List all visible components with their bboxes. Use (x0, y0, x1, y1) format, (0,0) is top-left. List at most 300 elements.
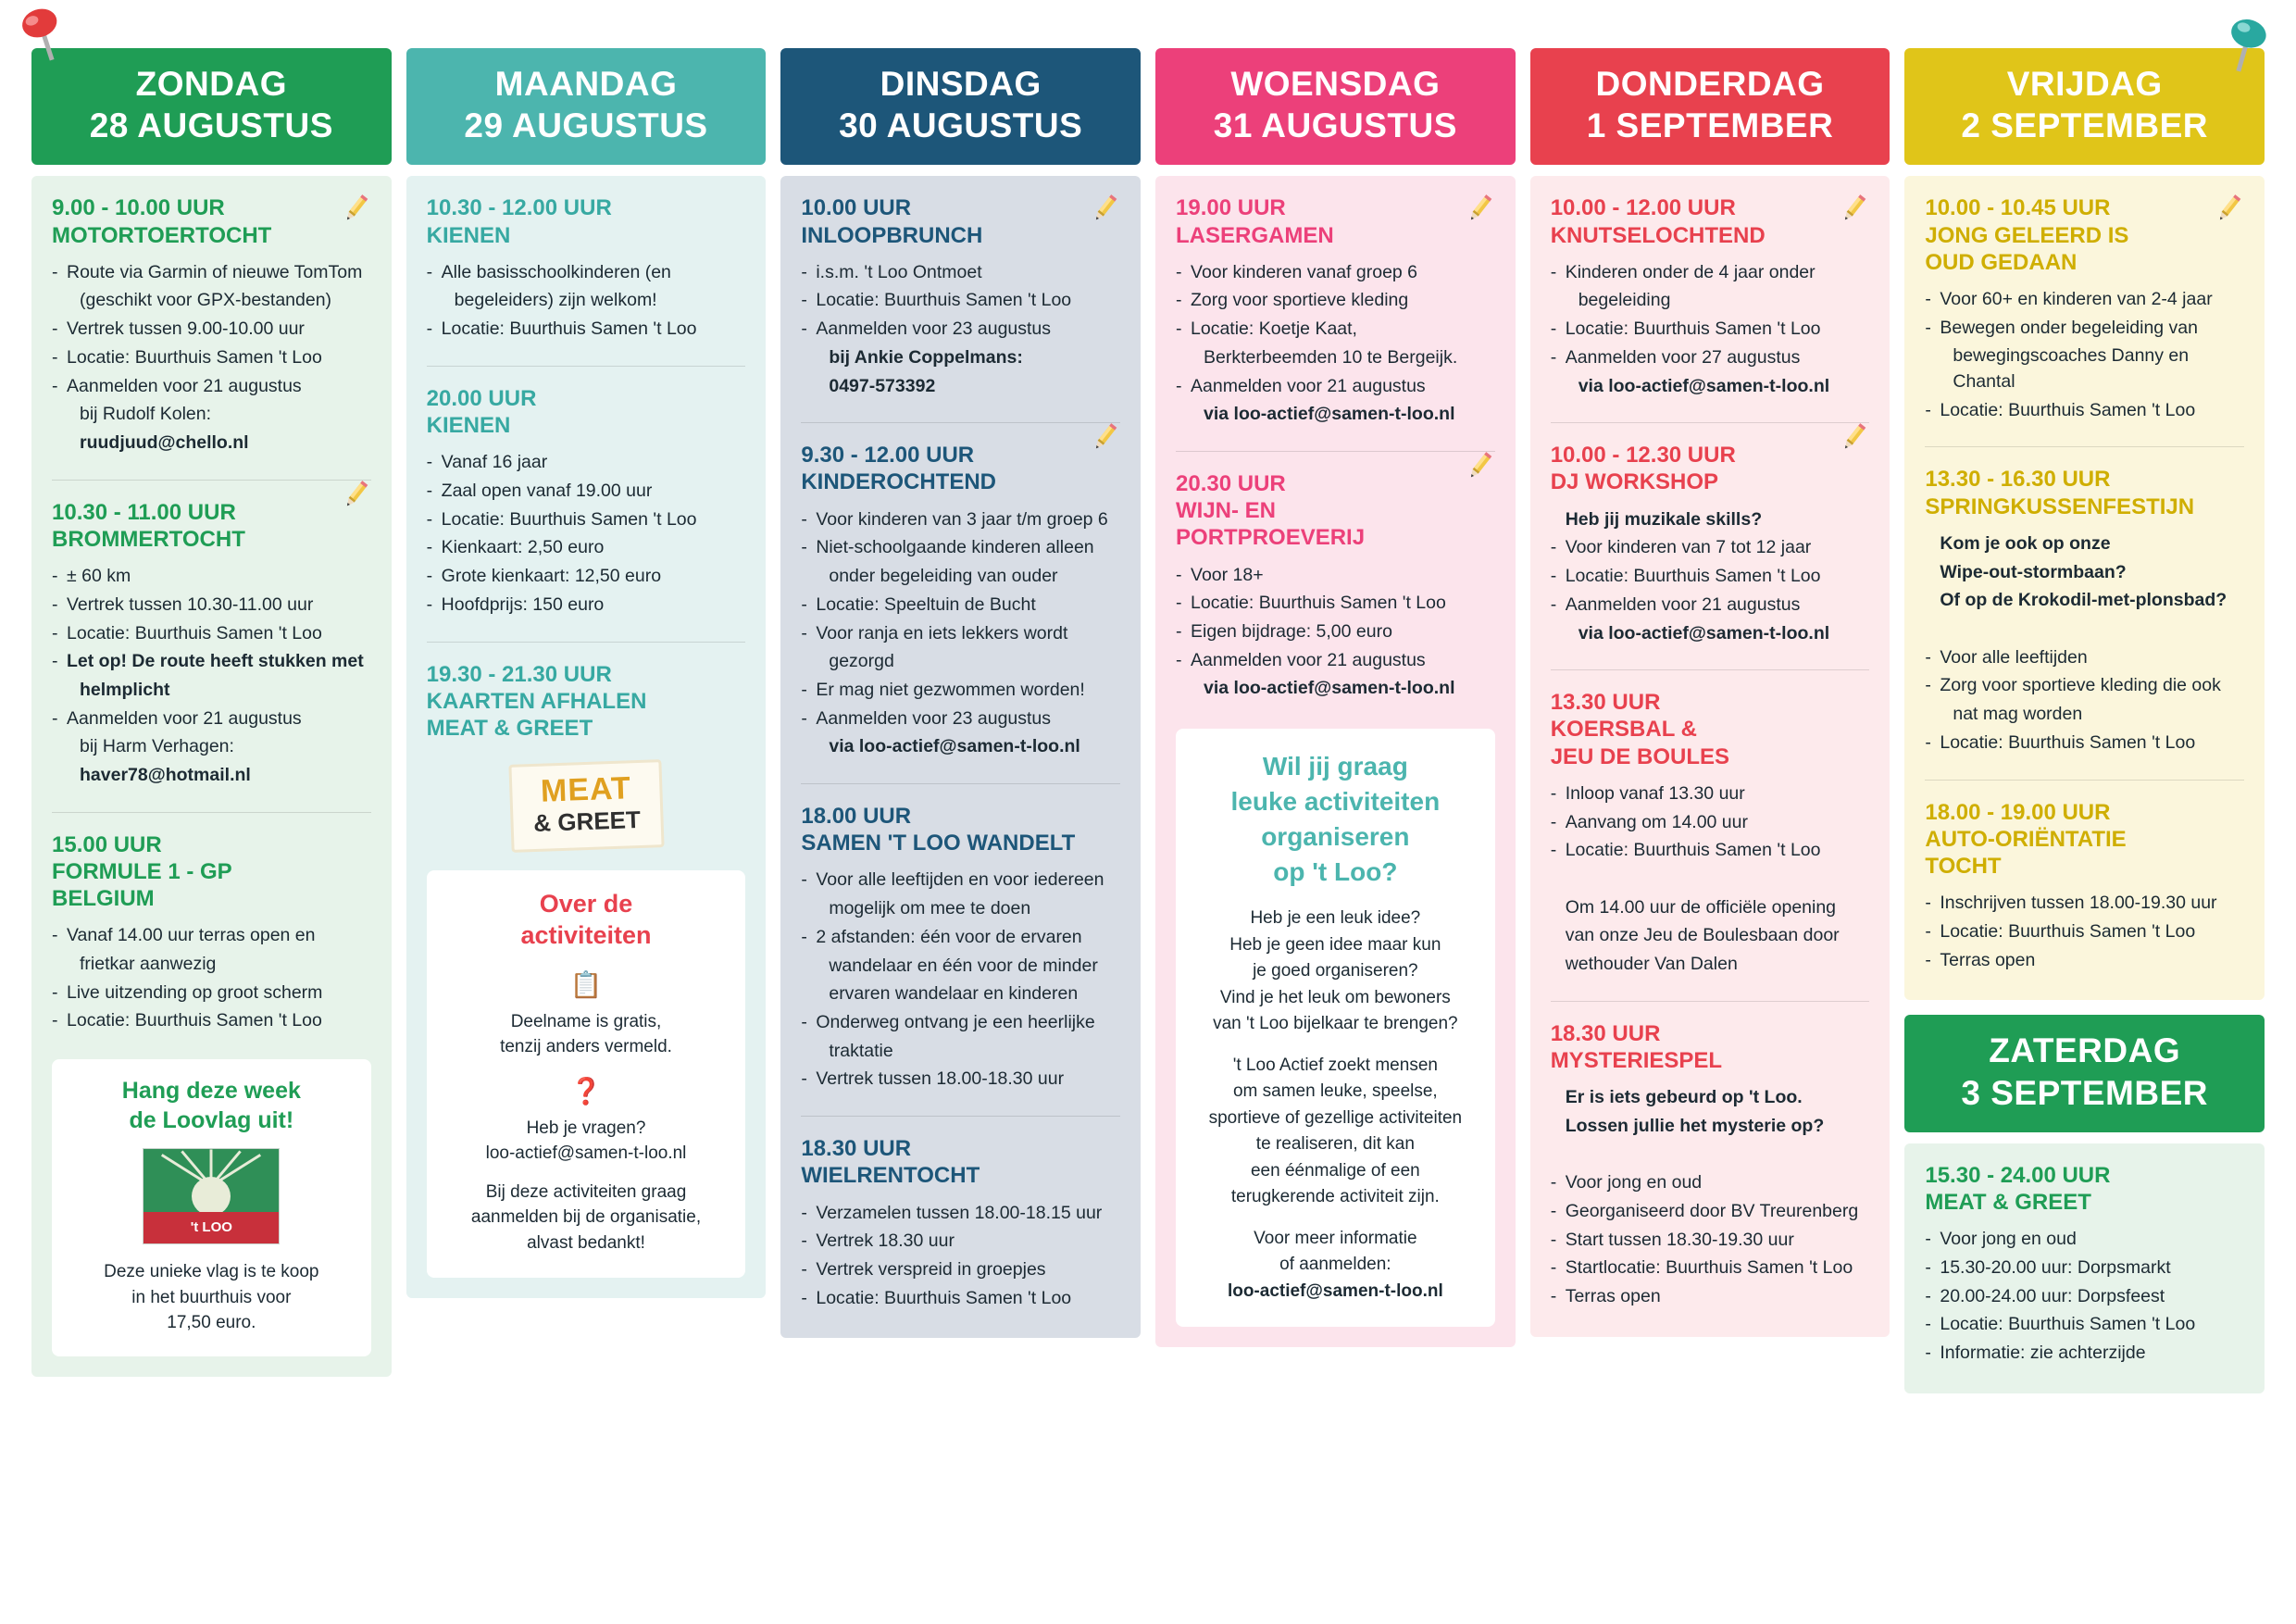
event-title-line: KIENEN (426, 222, 511, 248)
day-column-zaterdag (1904, 1011, 2265, 1393)
event-title-line: FORMULE 1 - GP BELGIUM (52, 858, 232, 912)
event-detail-item: via loo-actief@samen-t-loo.nl (829, 736, 1080, 757)
day-header-donderdag (1530, 48, 1890, 165)
event-detail-item: onder begeleiding van ouder (829, 566, 1058, 587)
day-date: 3 SEPTEMBER (1961, 1073, 2208, 1112)
event-detail-item: - Locatie: Buurthuis Samen 't Loo (1176, 591, 1495, 617)
event-block (427, 366, 746, 625)
event-title-line: KIENEN (426, 413, 511, 439)
organise-text-line: Vind je het leuk om bewoners (1219, 987, 1451, 1007)
event-title (1176, 194, 1495, 249)
event-detail-item: - Locatie: Buurthuis Samen 't Loo (427, 317, 746, 343)
event-detail-item: haver78@hotmail.nl (80, 764, 251, 785)
about-card-paragraph (443, 1009, 730, 1060)
pencil-icon (1089, 421, 1120, 453)
event-title (1925, 799, 2244, 881)
event-detail-item: - Vanaf 14.00 uur terras open en (52, 923, 371, 949)
organise-text-line: een éénmalige of een (1250, 1160, 1420, 1181)
event-detail-item: Lossen jullie het mysterie op? (1565, 1116, 1825, 1137)
event-detail-item: - Aanmelden voor 21 augustus (1551, 593, 1870, 618)
day-name: MAANDAG (494, 65, 678, 103)
event-title-line: DJ WORKSHOP (1550, 469, 1719, 495)
event-detail-item: - Aanmelden voor 23 augustus (801, 317, 1120, 343)
day-column-maandag (406, 48, 767, 1298)
event-detail-item: Heb jij muzikale skills? (1565, 508, 1763, 530)
event-detail-item: - Zaal open vanaf 19.00 uur (427, 479, 746, 505)
event-detail-item: - Voor kinderen vanaf groep 6 (1176, 260, 1495, 286)
event-title-line: SAMEN 'T LOO WANDELT (801, 831, 1076, 856)
event-detail-item: - Locatie: Buurthuis Samen 't Loo (52, 1008, 371, 1034)
event-block (1551, 194, 1870, 406)
event-title-line: 19.30 - 21.30 UUR (426, 661, 612, 687)
event-title-line: MEAT & GREET (1925, 1189, 2091, 1215)
event-title-line: 18.00 - 19.00 UUR (1925, 799, 2111, 825)
about-card-text-line: Bij deze activiteiten graag (485, 1181, 687, 1202)
day-column-vrijdag (1904, 48, 2265, 1393)
event-detail-item: - Vertrek tussen 10.30-11.00 uur (52, 593, 371, 618)
about-card-text-line: tenzij anders vermeld. (500, 1037, 672, 1057)
day-header-woensdag (1155, 48, 1516, 165)
event-title (801, 442, 1120, 496)
event-block (801, 1116, 1120, 1318)
event-detail-item: - Voor kinderen van 7 tot 12 jaar (1551, 535, 1870, 561)
event-title-line: 10.00 - 12.00 UUR (1550, 195, 1736, 221)
loovlag-card (52, 1059, 371, 1356)
day-name: DONDERDAG (1595, 65, 1825, 103)
event-detail-list (801, 507, 1120, 760)
event-detail-item: - Onderweg ontvang je een heerlijke (801, 1010, 1120, 1036)
about-card-text-line: loo-actief@samen-t-loo.nl (485, 1143, 687, 1164)
event-detail-item: - Locatie: Buurthuis Samen 't Loo (1925, 1312, 2244, 1338)
event-detail-item: - Aanmelden voor 27 augustus (1551, 345, 1870, 371)
event-detail-item: van onze Jeu de Boulesbaan door (1565, 925, 1840, 946)
event-title-line: MYSTERIESPEL (1550, 1048, 1723, 1074)
event-block (1551, 1001, 1870, 1317)
day-body-vrijdag (1904, 176, 2265, 1000)
event-detail-item: via loo-actief@samen-t-loo.nl (1204, 678, 1455, 699)
organise-text-line: te realiseren, dit kan (1255, 1134, 1415, 1155)
day-date: 31 AUGUSTUS (1213, 106, 1457, 145)
event-detail-list (52, 923, 371, 1034)
about-card-text-line: alvast bedankt! (527, 1232, 645, 1253)
event-detail-item: - Route via Garmin of nieuwe TomTom (52, 260, 371, 286)
about-card-text-line: Heb je vragen? (526, 1118, 646, 1138)
loovlag-note-line: in het buurthuis voor (131, 1287, 292, 1307)
event-detail-item: - ± 60 km (52, 564, 371, 590)
event-detail-list (1551, 1085, 1870, 1310)
event-detail-item: - Eigen bijdrage: 5,00 euro (1176, 619, 1495, 645)
event-detail-item: - Vertrek 18.30 uur (801, 1229, 1120, 1255)
day-header-zondag (31, 48, 392, 165)
organise-text-line: om samen leuke, speelse, (1232, 1081, 1438, 1102)
event-detail-item: - Voor alle leeftijden en voor iedereen (801, 868, 1120, 893)
event-detail-item: - Let op! De route heeft stukken met (52, 649, 371, 675)
event-detail-item: via loo-actief@samen-t-loo.nl (1204, 404, 1455, 425)
day-name: ZATERDAG (1989, 1031, 2181, 1070)
event-title (1925, 466, 2244, 520)
event-title-line: OUD GEDAAN (1925, 249, 2078, 275)
organise-text-line: terugkerende activiteit zijn. (1230, 1187, 1440, 1207)
event-detail-item: wandelaar en één voor de minder (829, 955, 1098, 976)
event-detail-item: - Er mag niet gezwommen worden! (801, 678, 1120, 704)
event-detail-item: - Voor jong en oud (1551, 1170, 1870, 1196)
event-block (52, 194, 371, 462)
event-detail-item: - Aanmelden voor 21 augustus (1176, 374, 1495, 400)
event-detail-item: begeleiders) zijn welkom! (454, 290, 657, 311)
pencil-icon (1838, 193, 1869, 224)
event-block (1925, 446, 2244, 762)
organise-text-line: of aanmelden: (1279, 1255, 1391, 1275)
event-detail-item: - Terras open (1551, 1284, 1870, 1310)
day-header-vrijdag (1904, 48, 2265, 165)
event-block (1925, 194, 2244, 430)
event-title (1551, 1020, 1870, 1075)
event-title (52, 194, 371, 249)
event-block (1176, 451, 1495, 708)
event-detail-item: - Locatie: Buurthuis Samen 't Loo (427, 507, 746, 533)
question-mark-icon: ❓ (569, 1076, 603, 1106)
event-title-line: 18.30 UUR (801, 1135, 912, 1161)
event-block (427, 642, 746, 757)
event-detail-item: 0497-573392 (829, 375, 936, 396)
event-block (1176, 194, 1495, 434)
pencil-icon (340, 193, 371, 224)
week-columns (31, 48, 2265, 1605)
event-title-line: JEU DE BOULES (1550, 743, 1730, 769)
event-detail-item: traktatie (829, 1040, 893, 1061)
event-detail-list (52, 260, 371, 456)
event-detail-item: - Locatie: Buurthuis Samen 't Loo (801, 288, 1120, 314)
event-detail-item: - Locatie: Buurthuis Samen 't Loo (1551, 317, 1870, 343)
event-title (1551, 689, 1870, 770)
loovlag-note-line: 17,50 euro. (167, 1313, 256, 1333)
event-detail-item: - i.s.m. 't Loo Ontmoet (801, 260, 1120, 286)
day-column-zondag (31, 48, 392, 1377)
about-card-text-line: aanmelden bij de organisatie, (470, 1207, 702, 1228)
event-detail-item: Om 14.00 uur de officiële opening (1565, 896, 1837, 918)
event-detail-item: via loo-actief@samen-t-loo.nl (1578, 375, 1830, 396)
event-detail-item (1925, 617, 2244, 643)
event-title-line: 18.30 UUR (1550, 1020, 1661, 1046)
event-detail-item: - Vertrek tussen 9.00-10.00 uur (52, 317, 371, 343)
event-title-line: 15.00 UUR (52, 831, 162, 857)
event-detail-list (801, 260, 1120, 399)
event-detail-item: - Informatie: zie achterzijde (1925, 1341, 2244, 1367)
day-date: 30 AUGUSTUS (839, 106, 1083, 145)
event-detail-item: ruudjuud@chello.nl (80, 431, 249, 453)
event-detail-item: - Zorg voor sportieve kleding die ook (1925, 673, 2244, 699)
organise-title-line: Wil jij graag (1262, 752, 1408, 781)
event-title-line: 9.00 - 10.00 UUR (52, 195, 225, 221)
day-name: WOENSDAG (1230, 65, 1441, 103)
event-detail-item: mogelijk om mee te doen (829, 898, 1031, 919)
day-name: VRIJDAG (2006, 65, 2163, 103)
event-detail-item: - Aanmelden voor 23 augustus (801, 706, 1120, 732)
event-detail-list (427, 260, 746, 343)
logo-line-1: MEAT (539, 770, 631, 810)
organise-box-title (1194, 749, 1477, 889)
event-detail-item: Wipe-out-stormbaan? (1940, 561, 2127, 582)
event-detail-item: - Locatie: Koetje Kaat, (1176, 317, 1495, 343)
flag-sun-icon (192, 1177, 231, 1216)
event-title-line: KOERSBAL & (1550, 717, 1697, 743)
organise-paragraph (1194, 906, 1477, 1038)
event-detail-item: Er is iets gebeurd op 't Loo. (1565, 1087, 1803, 1108)
event-detail-item: - Voor 18+ (1176, 563, 1495, 589)
event-title-line: 9.30 - 12.00 UUR (801, 443, 975, 468)
organise-activities-box (1176, 729, 1495, 1327)
day-body-zaterdag (1904, 1143, 2265, 1393)
event-detail-item: - Locatie: Buurthuis Samen 't Loo (52, 345, 371, 371)
event-detail-list (1925, 287, 2244, 423)
event-detail-item: - Verzamelen tussen 18.00-18.15 uur (801, 1201, 1120, 1227)
about-card-paragraph (443, 1180, 730, 1256)
about-card-title (443, 889, 730, 952)
event-block (1551, 422, 1870, 653)
event-detail-list (1925, 531, 2244, 756)
event-detail-item: frietkar aanwezig (80, 954, 217, 975)
loovlag-image (143, 1148, 280, 1244)
event-detail-item: Kom je ook op onze (1940, 533, 2111, 555)
event-title-line: BROMMERTOCHT (52, 526, 245, 552)
event-detail-item: - Zorg voor sportieve kleding (1176, 288, 1495, 314)
event-detail-item: - Start tussen 18.30-19.30 uur (1551, 1228, 1870, 1254)
event-detail-item: ervaren wandelaar en kinderen (829, 983, 1079, 1005)
event-detail-item: - Aanmelden voor 21 augustus (52, 706, 371, 732)
event-title-line: LASERGAMEN (1176, 222, 1334, 248)
about-card-title-line: activiteiten (520, 921, 652, 950)
meat-and-greet-logo (508, 759, 664, 853)
day-header-dinsdag (780, 48, 1141, 165)
event-title-line: KAARTEN AFHALEN (426, 688, 647, 714)
event-title-line: MEAT & GREET (426, 716, 593, 742)
event-detail-item: bij Harm Verhagen: (80, 736, 234, 757)
organise-title-line: leuke activiteiten (1230, 786, 1441, 816)
event-detail-item: - Inschrijven tussen 18.00-19.30 uur (1925, 891, 2244, 917)
event-title-line: TOCHT (1925, 854, 2002, 880)
clipboard-icon: 📋 (569, 969, 603, 999)
event-detail-item: - Vanaf 16 jaar (427, 450, 746, 476)
day-body-dinsdag (780, 176, 1141, 1338)
event-detail-list (1551, 781, 1870, 978)
event-detail-item: bij Rudolf Kolen: (80, 404, 212, 425)
event-detail-item: - Bewegen onder begeleiding van (1925, 316, 2244, 342)
pencil-icon (340, 479, 371, 510)
event-detail-item: - Voor kinderen van 3 jaar t/m groep 6 (801, 507, 1120, 533)
event-block (52, 480, 371, 795)
event-detail-item: - Voor 60+ en kinderen van 2-4 jaar (1925, 287, 2244, 313)
day-date: 1 SEPTEMBER (1586, 106, 1834, 145)
day-date: 29 AUGUSTUS (464, 106, 708, 145)
event-detail-item: bij Ankie Coppelmans: (829, 346, 1023, 368)
event-title-line: AUTO-ORIËNTATIE (1925, 826, 2127, 852)
event-detail-list (1551, 507, 1870, 646)
event-title-line: 15.30 - 24.00 UUR (1925, 1162, 2111, 1188)
organise-paragraph (1194, 1053, 1477, 1211)
event-block (801, 194, 1120, 406)
event-detail-item: - Terras open (1925, 948, 2244, 974)
event-title-line: 13.30 - 16.30 UUR (1925, 467, 2111, 493)
event-title-line: KINDEROCHTEND (801, 469, 997, 495)
event-title (1176, 470, 1495, 552)
event-detail-item: - Alle basisschoolkinderen (en (427, 260, 746, 286)
event-detail-item: - Aanmelden voor 21 augustus (1176, 648, 1495, 674)
organise-text-line: Heb je een leuk idee? (1250, 908, 1421, 929)
event-detail-list (1176, 563, 1495, 702)
event-title (427, 194, 746, 249)
event-detail-item: bewegingscoaches Danny en Chantal (1953, 345, 2190, 393)
event-detail-item: - Grote kienkaart: 12,50 euro (427, 564, 746, 590)
event-detail-item: helmplicht (80, 679, 170, 700)
pencil-icon (1464, 193, 1495, 224)
event-detail-item: - Vertrek tussen 18.00-18.30 uur (801, 1067, 1120, 1093)
event-detail-item: - Locatie: Buurthuis Samen 't Loo (52, 621, 371, 647)
loovlag-card-title (67, 1076, 356, 1135)
event-title-line: 10.00 - 10.45 UUR (1925, 195, 2111, 221)
event-title-line: KNUTSELOCHTEND (1550, 222, 1766, 248)
event-detail-item: wethouder Van Dalen (1565, 954, 1738, 975)
event-title (52, 499, 371, 554)
event-detail-item: - Startlocatie: Buurthuis Samen 't Loo (1551, 1255, 1870, 1281)
event-title-line: 20.30 UUR (1176, 470, 1286, 496)
event-detail-item: - Niet-schoolgaande kinderen alleen (801, 535, 1120, 561)
organise-text-line: van 't Loo bijelkaar te brengen? (1213, 1014, 1458, 1034)
organise-text-line: je goed organiseren? (1253, 961, 1418, 981)
about-card-text-line: Deelname is gratis, (510, 1011, 662, 1031)
event-title-line: 10.00 UUR (801, 195, 912, 221)
flag-label: 't LOO (144, 1212, 279, 1243)
event-title (1551, 194, 1870, 249)
event-detail-item (1551, 1143, 1870, 1168)
organise-title-line: organiseren (1261, 821, 1410, 851)
day-column-woensdag (1155, 48, 1516, 1347)
event-detail-list (1925, 891, 2244, 973)
event-detail-item: - Inloop vanaf 13.30 uur (1551, 781, 1870, 807)
event-block (1925, 1162, 2244, 1373)
event-detail-item: - Voor alle leeftijden (1925, 645, 2244, 671)
event-title-line: 19.00 UUR (1176, 195, 1286, 221)
day-header-maandag (406, 48, 767, 165)
event-title (801, 803, 1120, 857)
event-title (427, 385, 746, 440)
event-detail-item (1551, 867, 1870, 893)
event-title (1925, 1162, 2244, 1217)
event-title (1925, 194, 2244, 276)
event-title-line: 10.30 - 11.00 UUR (52, 499, 236, 525)
event-title-line: 13.30 UUR (1550, 690, 1661, 716)
loovlag-note (67, 1259, 356, 1336)
event-title-line: 20.00 UUR (426, 385, 537, 411)
event-block (427, 194, 746, 349)
event-title (801, 194, 1120, 249)
day-body-zondag (31, 176, 392, 1377)
organise-paragraph (1194, 1226, 1477, 1305)
event-title (52, 831, 371, 913)
event-detail-item: - Locatie: Buurthuis Samen 't Loo (1925, 731, 2244, 756)
event-detail-item: - Hoofdprijs: 150 euro (427, 593, 746, 618)
event-detail-item: - 20.00-24.00 uur: Dorpsfeest (1925, 1284, 2244, 1310)
day-body-maandag (406, 176, 767, 1298)
event-title-line: WIJN- EN (1176, 498, 1277, 524)
event-detail-item: - Locatie: Buurthuis Samen 't Loo (1925, 398, 2244, 424)
day-column-dinsdag (780, 48, 1141, 1338)
day-column-donderdag (1530, 48, 1890, 1337)
event-detail-item: - Locatie: Buurthuis Samen 't Loo (1551, 838, 1870, 864)
event-detail-item: (geschikt voor GPX-bestanden) (80, 290, 332, 311)
organise-text-line: 't Loo Actief zoekt mensen (1232, 1055, 1438, 1075)
event-title-line: WIELRENTOCHT (801, 1163, 980, 1189)
logo-line-2: & GREET (532, 806, 641, 838)
event-detail-item: nat mag worden (1953, 704, 2083, 725)
about-card-paragraph (443, 1116, 730, 1167)
loovlag-title-line: de Loovlag uit! (129, 1107, 294, 1134)
event-detail-list (1925, 1227, 2244, 1366)
event-detail-item: begeleiding (1578, 290, 1671, 311)
event-detail-list (427, 450, 746, 618)
event-detail-item: - Locatie: Buurthuis Samen 't Loo (1925, 919, 2244, 945)
event-detail-item: - Locatie: Buurthuis Samen 't Loo (1551, 564, 1870, 590)
event-title-line: 18.00 UUR (801, 803, 912, 829)
event-detail-item: - Georganiseerd door BV Treurenberg (1551, 1199, 1870, 1225)
day-name: ZONDAG (135, 65, 287, 103)
event-block (52, 812, 371, 1042)
event-detail-item: - Voor ranja en iets lekkers wordt (801, 621, 1120, 647)
event-detail-item: - Live uitzending op groot scherm (52, 981, 371, 1006)
day-header-zaterdag (1904, 1015, 2265, 1131)
organise-text-line: Voor meer informatie (1254, 1228, 1417, 1248)
event-title-line: SPRINGKUSSENFESTIJN (1925, 493, 2195, 519)
pencil-icon (1838, 421, 1869, 453)
event-detail-item: Of op de Krokodil-met-plonsbad? (1940, 590, 2227, 611)
event-block (1551, 669, 1870, 984)
event-detail-item: via loo-actief@samen-t-loo.nl (1578, 622, 1830, 643)
about-card-title-line: Over de (539, 890, 633, 918)
event-detail-item: - Aanvang om 14.00 uur (1551, 810, 1870, 836)
organise-text-line: sportieve of gezellige activiteiten (1208, 1107, 1463, 1128)
event-detail-list (1551, 260, 1870, 399)
event-detail-item: gezorgd (829, 651, 894, 672)
pencil-icon (1089, 193, 1120, 224)
event-detail-list (52, 564, 371, 789)
event-detail-list (801, 868, 1120, 1093)
day-date: 2 SEPTEMBER (1961, 106, 2208, 145)
event-detail-item: - Vertrek verspreid in groepjes (801, 1257, 1120, 1283)
event-detail-list (801, 1201, 1120, 1312)
event-title-line: MOTORTOERTOCHT (52, 222, 272, 248)
event-detail-item: - 2 afstanden: één voor de ervaren (801, 925, 1120, 951)
day-body-donderdag (1530, 176, 1890, 1337)
event-title-line: 10.30 - 12.00 UUR (426, 195, 612, 221)
event-detail-item: - Kienkaart: 2,50 euro (427, 535, 746, 561)
event-block (801, 783, 1120, 1099)
organise-text-line: Heb je geen idee maar kun (1229, 934, 1441, 955)
about-activities-card (427, 870, 746, 1278)
event-title-line: JONG GELEERD IS (1925, 222, 2129, 248)
event-block (1925, 780, 2244, 981)
loovlag-title-line: Hang deze week (121, 1078, 301, 1105)
event-detail-list (1176, 260, 1495, 428)
event-title-line: PORTPROEVERIJ (1176, 525, 1366, 551)
organise-text-line: loo-actief@samen-t-loo.nl (1227, 1280, 1443, 1301)
event-detail-item: - Locatie: Speeltuin de Bucht (801, 593, 1120, 618)
event-title (427, 661, 746, 743)
event-detail-item: Berkterbeemden 10 te Bergeijk. (1204, 346, 1458, 368)
event-title-line: 10.00 - 12.30 UUR (1550, 443, 1736, 468)
event-title-line: INLOOPBRUNCH (801, 222, 983, 248)
day-body-woensdag (1155, 176, 1516, 1347)
event-title (801, 1135, 1120, 1190)
day-name: DINSDAG (880, 65, 1042, 103)
